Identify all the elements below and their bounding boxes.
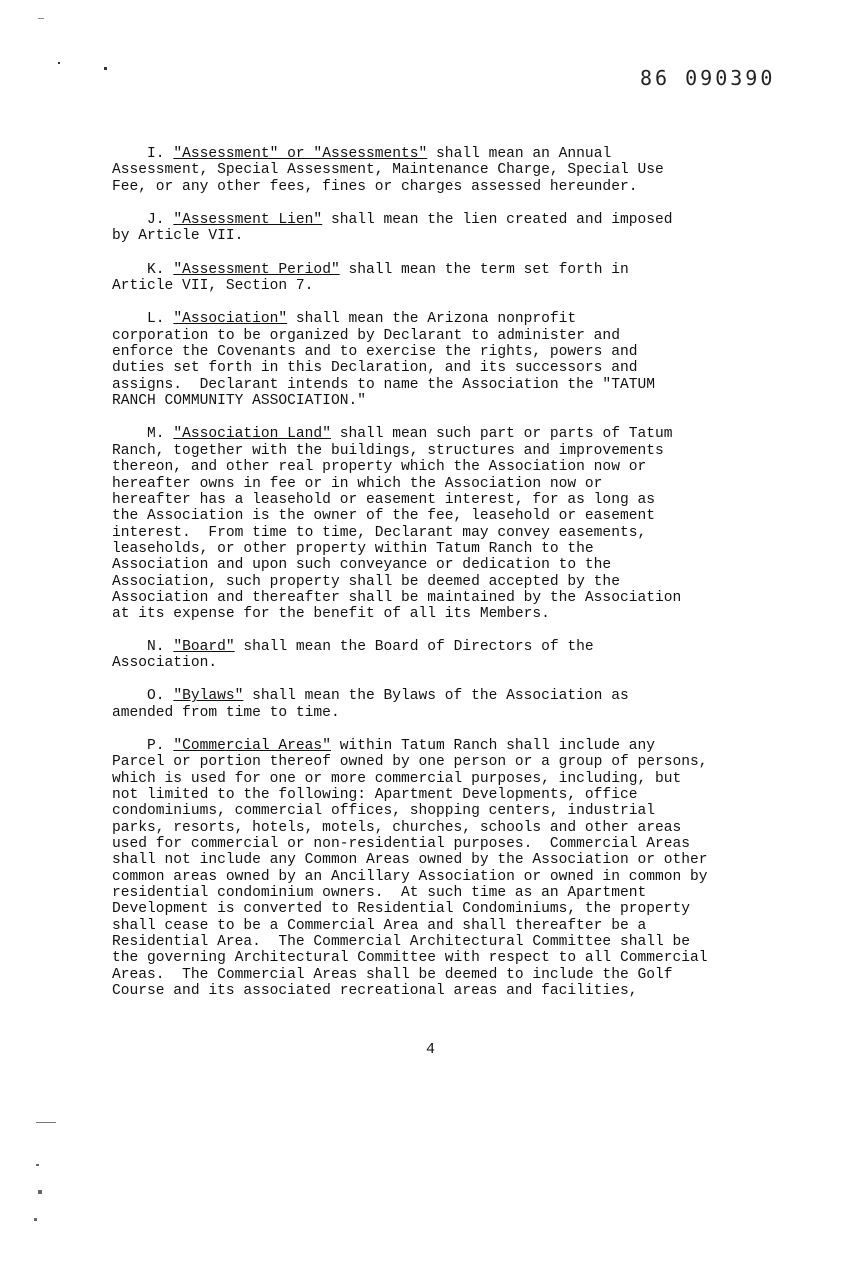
defined-term: "Association": [173, 311, 288, 328]
definition-text: shall mean the lien created and imposed: [322, 212, 673, 229]
definition-letter: J.: [147, 212, 165, 229]
page-number: 4: [426, 1041, 436, 1058]
definition-o: [112, 688, 792, 721]
definition-text: shall mean the Board of Directors of the: [234, 638, 594, 655]
defined-term: "Assessment Lien": [173, 212, 323, 229]
definition-n: [112, 639, 792, 672]
definition-i: [112, 146, 792, 195]
definition-letter: M.: [147, 426, 165, 443]
scan-speck: [38, 1190, 42, 1194]
definition-l: [112, 311, 792, 409]
definition-k: [112, 262, 792, 295]
definition-text: Article VII, Section 7.: [112, 278, 314, 295]
definition-p: [112, 738, 792, 1000]
scan-speck: [36, 1122, 56, 1123]
scan-speck: [58, 62, 60, 64]
defined-term: "Bylaws": [173, 688, 244, 705]
definition-letter: P.: [147, 737, 165, 754]
scan-speck: [104, 67, 107, 70]
definition-text: shall mean an Annual: [427, 146, 612, 162]
definition-text: corporation to be organized by Declarant to administer and enforce the Covenants and to exercise the rights, powers and duties set forth in this Declaration, and its successors and assigns. Declarant intends to name the Association the "TATUM RANCH COMMUNITY ASSOCIATION.": [112, 327, 655, 410]
scan-speck: [36, 1164, 39, 1166]
definition-letter: I.: [147, 146, 165, 162]
defined-term: "Assessment Period": [173, 261, 340, 278]
defined-term: "Assessment" or "Assessments": [173, 146, 428, 162]
definition-text: Association.: [112, 654, 218, 671]
scan-speck: [38, 18, 44, 19]
definition-letter: K.: [147, 261, 165, 278]
definition-text: shall mean the Arizona nonprofit: [287, 311, 577, 328]
definitions-body: [112, 146, 792, 1016]
definition-text: Assessment, Special Assessment, Maintenance Charge, Special Use Fee, or any other fees, fines or charges assessed hereunder.: [112, 162, 664, 195]
definition-text: within Tatum Ranch shall include any: [330, 737, 655, 754]
definition-letter: N.: [147, 638, 165, 655]
defined-term: "Association Land": [173, 426, 331, 443]
definition-text: Parcel or portion thereof owned by one person or a group of persons, which is used for one or more commercial purposes, including, but not limited to the following: Apartment Developments, office condominiums, commercial offices, shopping centers, industrial parks, resorts, hotels, motels, churches, schools and other areas used for commercial or non-residential purposes. Commercial Areas shall not include any Common Areas owned by the Association or other common areas owned by an Ancillary Association or owned in common by residential condominium owners. At such time as an Apartment Development is converted to Residential Condominiums, the property shall cease to be a Commercial Area and shall thereafter be a Residential Area. The Commercial Architectural Committee shall be the governing Architectural Committee with respect to all Commercial Areas. The Commercial Areas shall be deemed to include the Golf Course and its associated recreational areas and facilities,: [112, 754, 708, 1000]
definition-text: shall mean such part or parts of Tatum: [330, 426, 673, 443]
defined-term: "Commercial Areas": [173, 737, 331, 754]
definition-j: [112, 212, 792, 245]
definition-text: Ranch, together with the buildings, structures and improvements thereon, and other real property which the Association now or hereafter owns in fee or in which the Association now or hereafter has a leasehold or easement interest, for as long as the Association is the owner of the fee, leasehold or easement interest. From time to time, Declarant may convey easements, leaseholds, or other property within Tatum Ranch to the Association and upon such conveyance or dedication to the Association, such property shall be deemed accepted by the Association and thereafter shall be maintained by the Association at its expense for the benefit of all its Members.: [112, 442, 682, 623]
document-number: 86 090390: [640, 66, 776, 90]
definition-m: [112, 426, 792, 622]
definition-letter: O.: [147, 688, 165, 705]
definition-text: by Article VII.: [112, 228, 244, 245]
definition-text: shall mean the term set forth in: [339, 261, 629, 278]
definition-text: shall mean the Bylaws of the Association as: [243, 688, 629, 705]
definition-text: amended from time to time.: [112, 704, 340, 721]
definition-letter: L.: [147, 311, 165, 328]
scan-speck: [34, 1218, 37, 1221]
defined-term: "Board": [173, 638, 235, 655]
